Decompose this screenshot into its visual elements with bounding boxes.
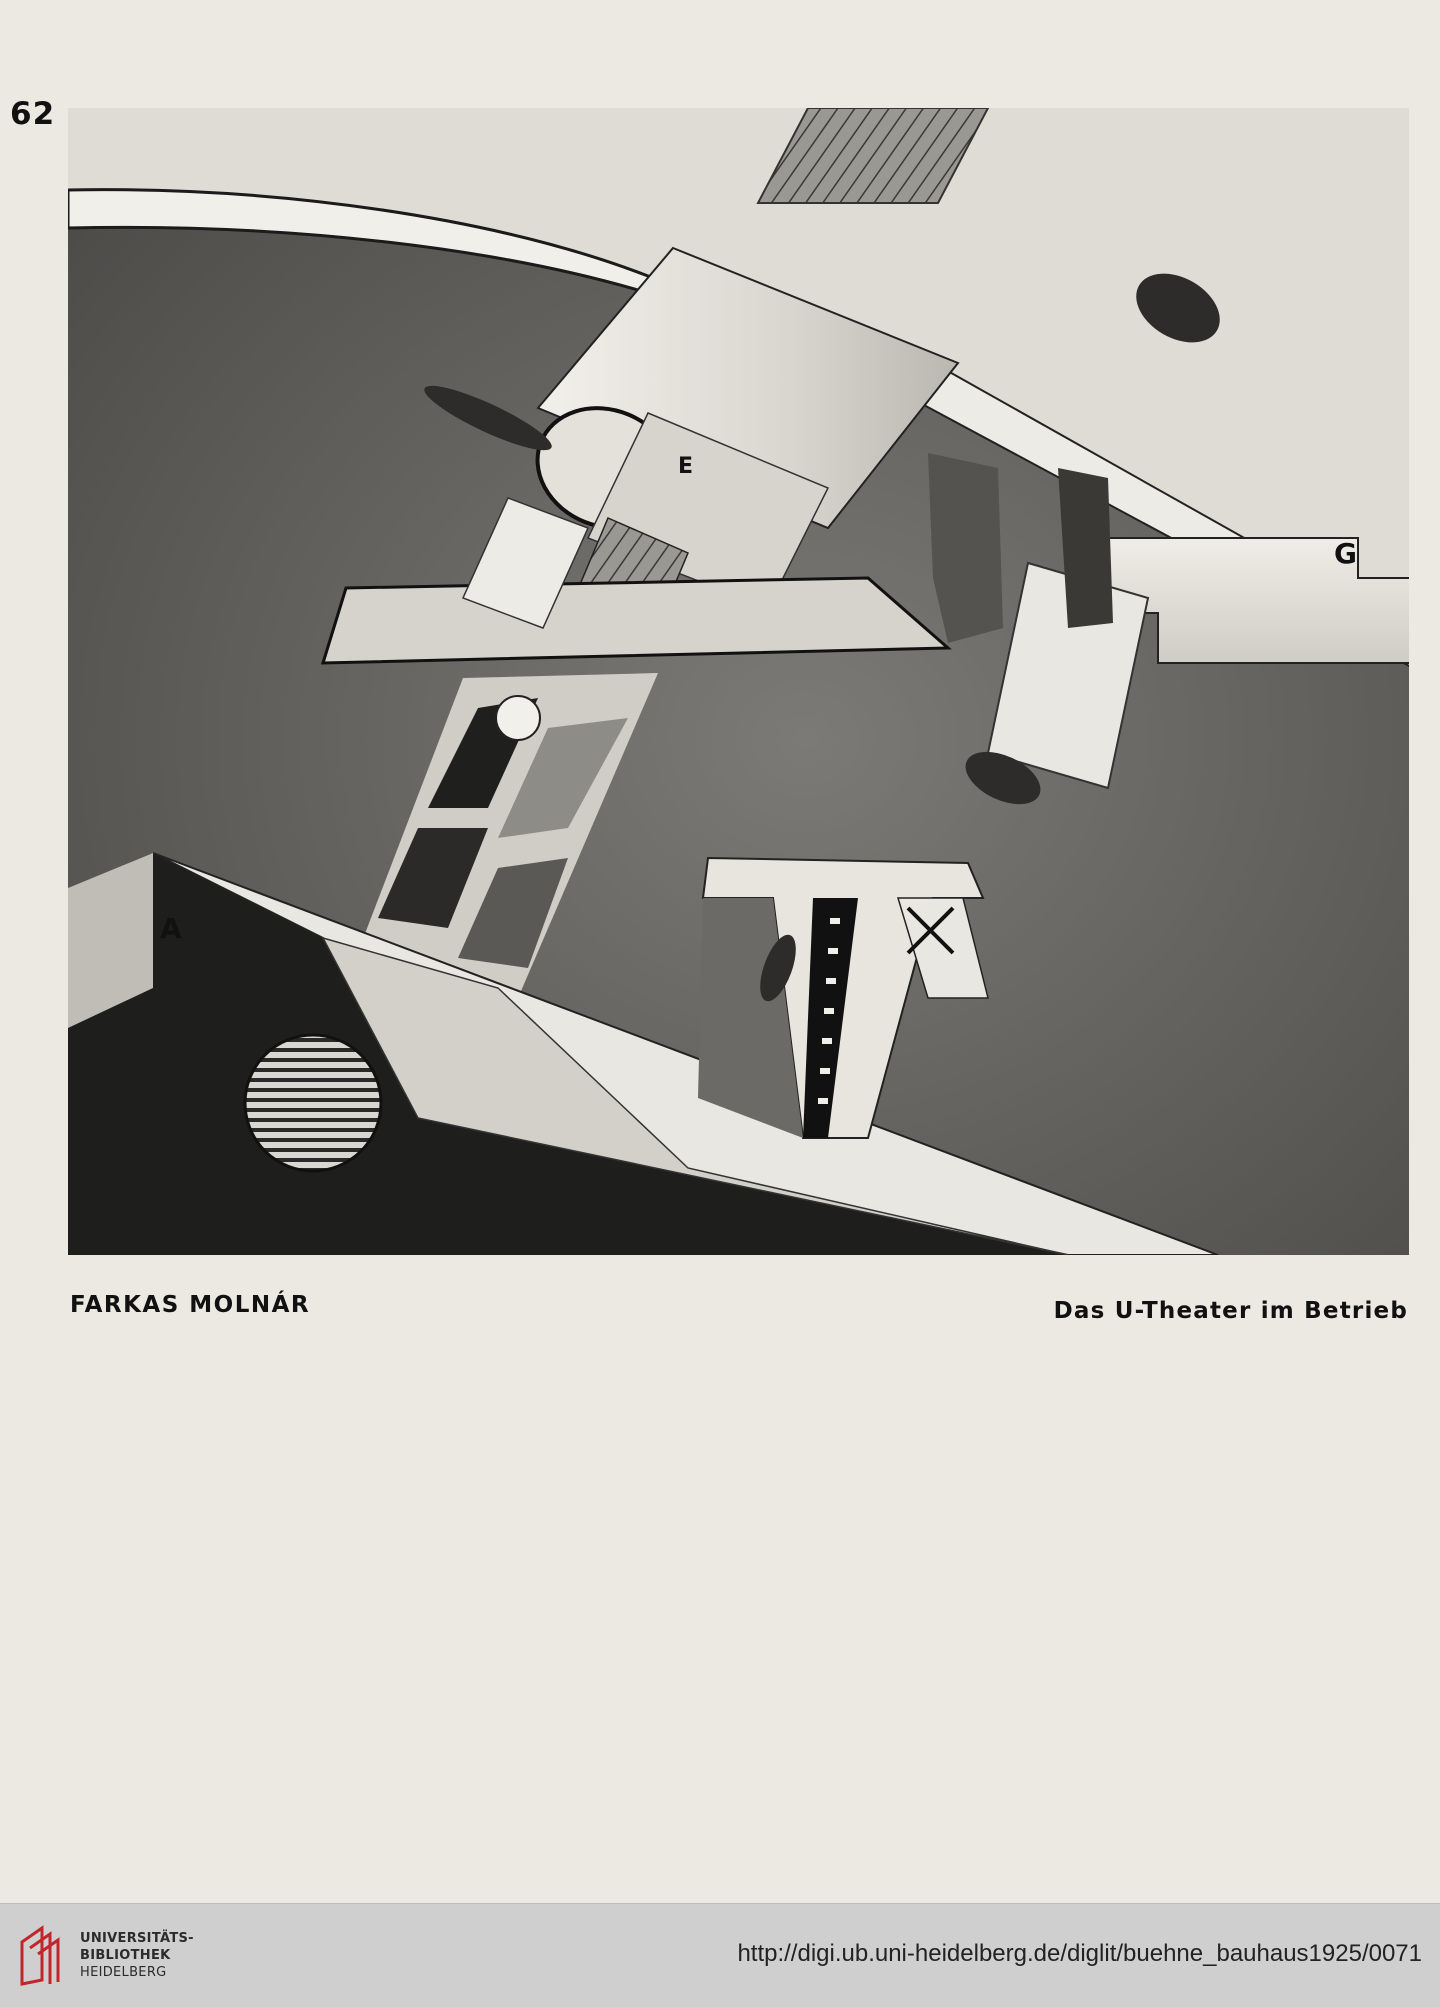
library-footer <box>0 1903 1440 2007</box>
label-g: G <box>1334 537 1357 570</box>
u-theater-collage <box>68 108 1409 1255</box>
label-e: E <box>678 454 694 479</box>
library-name-line3: HEIDELBERG <box>80 1965 167 1980</box>
illustration-plate <box>68 108 1409 1255</box>
library-name-line2: BIBLIOTHEK <box>80 1948 171 1963</box>
library-name[interactable] <box>80 1930 194 1981</box>
university-library-logo-icon[interactable] <box>16 1922 72 1988</box>
label-a: A <box>160 912 182 945</box>
permalink-url[interactable]: http://digi.ub.uni-heidelberg.de/diglit/buehne_bauhaus1925/0071 <box>737 1940 1422 1967</box>
caption-author: FARKAS MOLNÁR <box>70 1292 311 1318</box>
stage-slab <box>323 578 948 663</box>
caption-title: Das U-Theater im Betrieb <box>1053 1298 1408 1324</box>
library-name-line1: UNIVERSITÄTS- <box>80 1931 194 1946</box>
page-number: 62 <box>10 96 56 132</box>
